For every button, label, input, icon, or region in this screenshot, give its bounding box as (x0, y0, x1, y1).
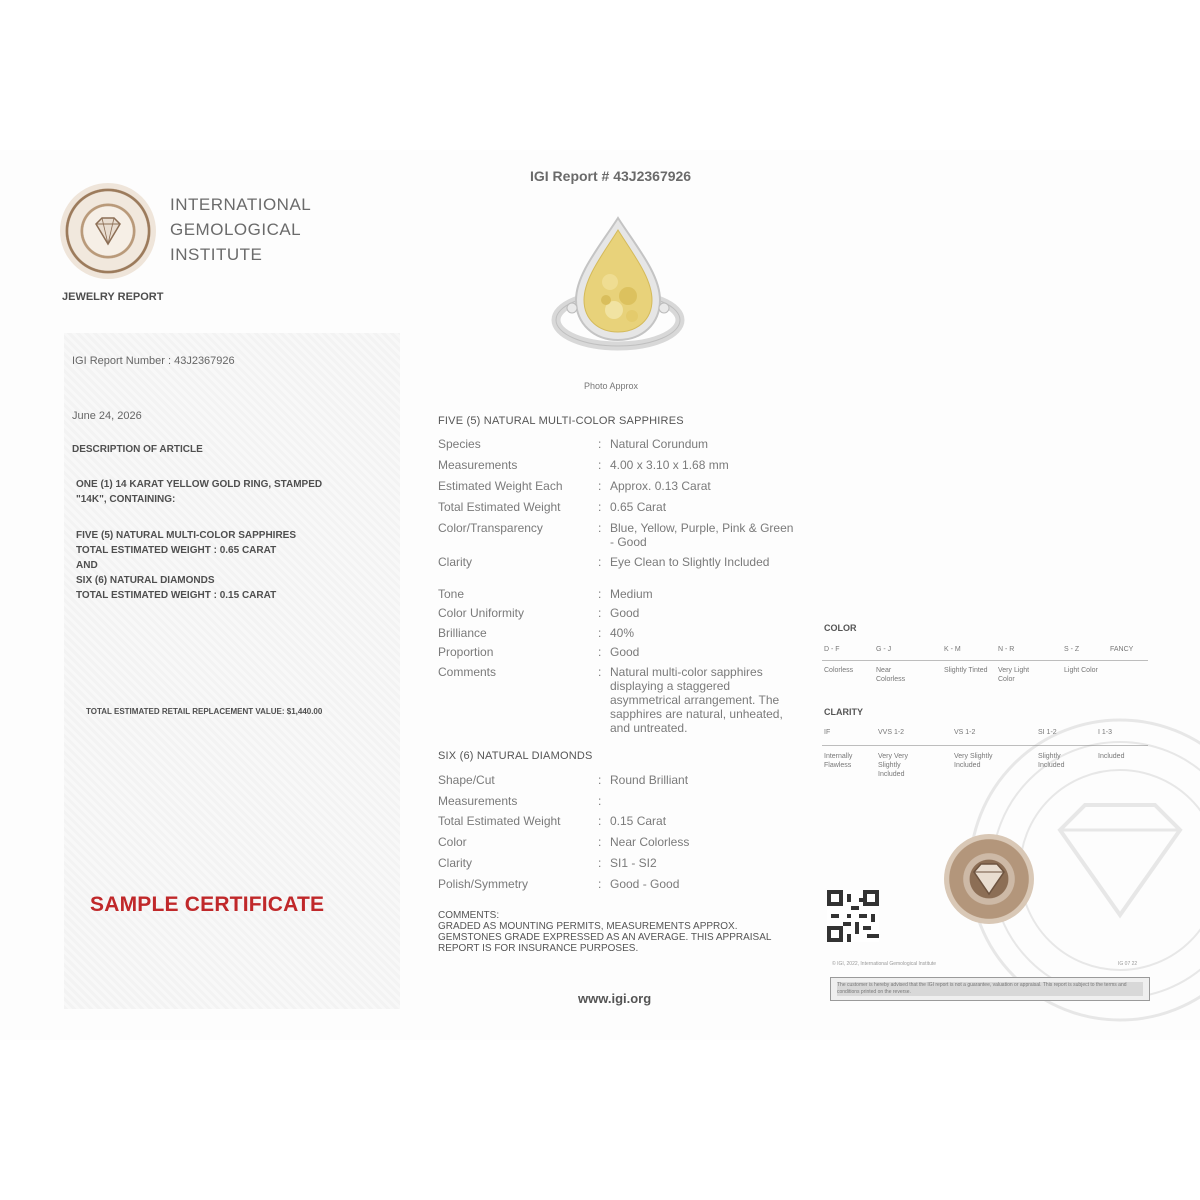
detail-separator: : (598, 555, 602, 569)
stones-summary (76, 528, 386, 603)
scale-description: Very Slightly Included (954, 753, 993, 769)
scale-grade: SI 1-2 (1038, 729, 1057, 736)
detail-separator: : (598, 479, 602, 493)
detail-label: Clarity (438, 555, 473, 569)
scale-description: Near Colorless (876, 667, 906, 683)
detail-separator: : (598, 856, 602, 870)
comments-block (438, 910, 788, 954)
scale-grade: IF (824, 729, 831, 736)
detail-value: SI1 - SI2 (610, 856, 657, 870)
scale-grade: VVS 1-2 (878, 729, 905, 736)
color-scale-title: COLOR (824, 623, 857, 633)
detail-value: 40% (610, 626, 635, 640)
scale-grade: G - J (876, 646, 892, 653)
scale-description: Light Color (1064, 667, 1098, 674)
detail-separator: : (598, 458, 602, 472)
scale-grade: D - F (824, 646, 840, 653)
detail-label: Species (438, 437, 481, 451)
diamond-section-title: SIX (6) NATURAL DIAMONDS (438, 750, 593, 762)
scale-grade: FANCY (1110, 646, 1134, 653)
clarity-scale-title: CLARITY (824, 707, 863, 717)
description-heading: DESCRIPTION OF ARTICLE (72, 444, 203, 455)
igi-seal-logo (60, 183, 156, 279)
scale-description: Slightly Tinted (944, 667, 988, 674)
scale-description: Included (1098, 753, 1125, 760)
detail-value: Blue, Yellow, Purple, Pink & Green - Good (610, 521, 794, 549)
scale-description: Very Light Color (998, 667, 1030, 683)
footer-disclaimer-box (830, 977, 1150, 1001)
photo-caption: Photo Approx (584, 381, 639, 391)
detail-label: Polish/Symmetry (438, 877, 529, 891)
detail-label: Proportion (438, 645, 494, 659)
detail-separator: : (598, 835, 602, 849)
scale-grade: K - M (944, 646, 961, 653)
article-line: "14K", CONTAINING: (76, 494, 176, 505)
footer-copyright: © IGI, 2022, International Gemological Institute (832, 961, 937, 967)
website-link[interactable]: www.igi.org (578, 991, 652, 1006)
detail-value: Round Brilliant (610, 773, 689, 787)
stones-line: SIX (6) NATURAL DIAMONDS (76, 575, 215, 586)
ring-photo (548, 212, 688, 367)
detail-label: Clarity (438, 856, 473, 870)
detail-label: Total Estimated Weight (438, 814, 561, 828)
report-number: IGI Report Number : 43J2367926 (72, 355, 235, 367)
stones-line: FIVE (5) NATURAL MULTI-COLOR SAPPHIRES (76, 530, 296, 541)
detail-label: Measurements (438, 458, 518, 472)
detail-value: Natural multi-color sapphires displaying a staggered asymmetrical arrangement. The sapphires are natural, unheated, and untreated. (610, 665, 783, 735)
detail-value: Near Colorless (610, 835, 690, 849)
scale-description: Internally Flawless (824, 753, 853, 769)
scale-description: Slightly Included (1038, 753, 1065, 769)
scale-grade: N - R (998, 646, 1015, 653)
detail-value: Medium (610, 587, 653, 601)
detail-separator: : (598, 794, 602, 808)
detail-separator: : (598, 500, 602, 514)
detail-label: Color Uniformity (438, 606, 525, 620)
detail-value: Approx. 0.13 Carat (610, 479, 711, 493)
comments-label: COMMENTS: (438, 910, 500, 921)
detail-label: Estimated Weight Each (438, 479, 563, 493)
report-date: June 24, 2026 (72, 410, 142, 422)
org-name-line: INSTITUTE (170, 245, 263, 264)
detail-value: 4.00 x 3.10 x 1.68 mm (610, 458, 729, 472)
report-type: JEWELRY REPORT (62, 291, 164, 303)
detail-value: 0.65 Carat (610, 500, 667, 514)
retail-value: TOTAL ESTIMATED RETAIL REPLACEMENT VALUE: $1,440.00 (86, 707, 323, 716)
organization-name (170, 192, 370, 267)
detail-label: Comments (438, 665, 497, 679)
detail-value: Good (610, 606, 640, 620)
scale-description: Colorless (824, 667, 854, 674)
detail-value: Eye Clean to Slightly Included (610, 555, 770, 569)
scale-description: Very Very Slightly Included (878, 753, 908, 778)
detail-value: Good (610, 645, 640, 659)
detail-label: Tone (438, 587, 465, 601)
report-title: IGI Report # 43J2367926 (530, 168, 692, 184)
detail-label: Brilliance (438, 626, 487, 640)
detail-separator: : (598, 606, 602, 620)
detail-separator: : (598, 665, 602, 679)
detail-label: Shape/Cut (438, 773, 495, 787)
stones-line: TOTAL ESTIMATED WEIGHT : 0.15 CARAT (76, 590, 277, 601)
org-name-line: GEMOLOGICAL (170, 220, 302, 239)
stones-line: AND (76, 560, 98, 571)
detail-separator: : (598, 814, 602, 828)
detail-separator: : (598, 626, 602, 640)
sapphire-section-title: FIVE (5) NATURAL MULTI-COLOR SAPPHIRES (438, 415, 684, 427)
scale-grade: VS 1-2 (954, 729, 976, 736)
detail-label: Color/Transparency (438, 521, 543, 535)
detail-value: Good - Good (610, 877, 680, 891)
detail-label: Measurements (438, 794, 518, 808)
detail-label: Total Estimated Weight (438, 500, 561, 514)
detail-value: 0.15 Carat (610, 814, 667, 828)
sample-certificate-label: SAMPLE CERTIFICATE (90, 893, 325, 916)
qr-code-icon[interactable] (827, 889, 879, 943)
detail-label: Color (438, 835, 467, 849)
detail-value: Natural Corundum (610, 437, 709, 451)
article-description (76, 477, 386, 507)
detail-separator: : (598, 587, 602, 601)
detail-separator: : (598, 521, 602, 535)
detail-separator: : (598, 437, 602, 451)
detail-separator: : (598, 645, 602, 659)
footer-code: IG 07 22 (1118, 961, 1138, 967)
detail-separator: : (598, 773, 602, 787)
detail-separator: : (598, 877, 602, 891)
scale-grade: S - Z (1064, 646, 1080, 653)
footer-disclaimer: The customer is hereby advised that the IGI report is not a guarantee, valuation or appraisal. This report is subject to the terms and conditions printed on the reverse. (837, 982, 1143, 996)
scale-grade: I 1-3 (1098, 729, 1113, 736)
comments-text: GRADED AS MOUNTING PERMITS, MEASUREMENTS APPROX. GEMSTONES GRADE EXPRESSED AS AN AVERAGE. THIS APPRAISAL REPORT IS FOR INSURANCE PURPOSES. (438, 921, 772, 954)
gold-seal-icon (944, 834, 1034, 924)
stones-line: TOTAL ESTIMATED WEIGHT : 0.65 CARAT (76, 545, 277, 556)
org-name-line: INTERNATIONAL (170, 195, 312, 214)
color-scale-divider (822, 660, 1148, 661)
article-line: ONE (1) 14 KARAT YELLOW GOLD RING, STAMPED (76, 479, 323, 490)
